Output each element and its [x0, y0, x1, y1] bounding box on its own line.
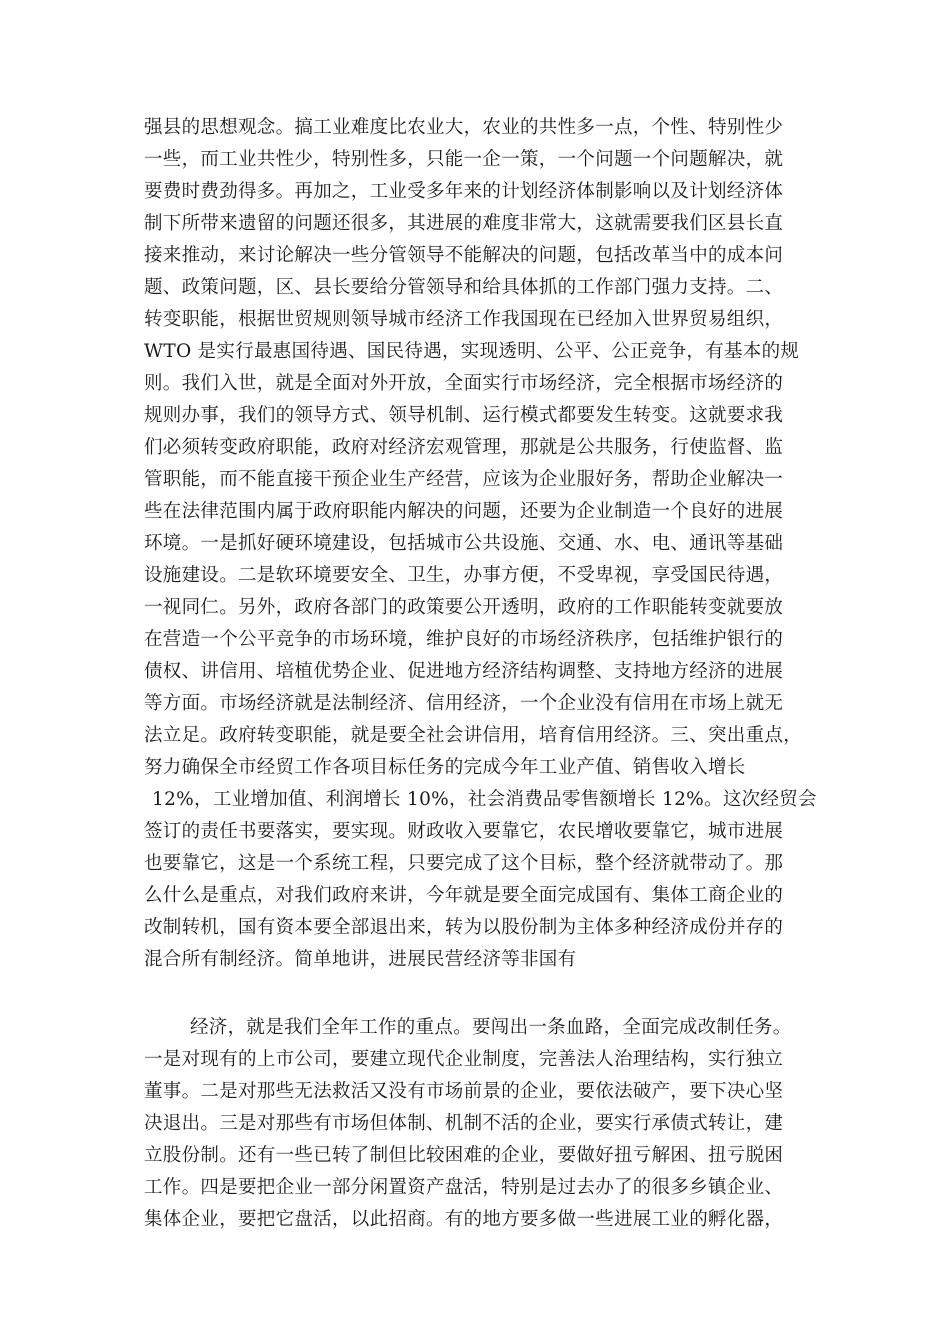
- text-line: 转变职能，根据世贸规则领导城市经济工作我国现在已经加入世界贸易组织，: [144, 309, 784, 330]
- text-line: 设施建设。二是软环境要安全、卫生，办事方便，不受卑视，享受国民待遇，: [144, 565, 784, 586]
- text-line: 等方面。市场经济就是法制经济、信用经济，一个企业没有信用在市场上就无: [144, 693, 784, 714]
- text-line: 法立足。政府转变职能，就是要全社会讲信用，培育信用经济。三、突出重点，: [144, 725, 803, 746]
- text-line: 题、政策问题，区、县长要给分管领导和给具体抓的工作部门强力支持。二、: [144, 277, 784, 298]
- text-line: 强县的思想观念。搞工业难度比农业大，农业的共性多一点，个性、特别性少: [144, 117, 784, 138]
- text-line: 集体企业，要把它盘活，以此招商。有的地方要多做一些进展工业的孵化器，: [144, 1209, 784, 1230]
- text-line: 要费时费劲得多。再加之，工业受多年来的计划经济体制影响以及计划经济体: [144, 181, 784, 202]
- text-line: 12%，工业增加值、利润增长 10%，社会消费品零售额增长 12%。这次经贸会: [152, 789, 817, 810]
- text-line: 些在法律范围内属于政府职能内解决的问题，还要为企业制造一个良好的进展: [144, 501, 784, 522]
- text-line: 接来推动，来讨论解决一些分管领导不能解决的问题，包括改革当中的成本问: [144, 245, 784, 266]
- text-line: WTO 是实行最惠国待遇、国民待遇，实现透明、公平、公正竞争，有基本的规: [144, 341, 800, 362]
- text-line: 签订的责任书要落实，要实现。财政收入要靠它，农民增收要靠它，城市进展: [144, 821, 784, 842]
- text-line: 改制转机，国有资本要全部退出来，转为以股份制为主体多种经济成份并存的: [144, 917, 784, 938]
- text-line: 制下所带来遗留的问题还很多，其进展的难度非常大，这就需要我们区县长直: [144, 213, 784, 234]
- text-line: 在营造一个公平竞争的市场环境，维护良好的市场经济秩序，包括维护银行的: [144, 629, 784, 650]
- text-line: 则。我们入世，就是全面对外开放，全面实行市场经济，完全根据市场经济的: [144, 373, 784, 394]
- body-paragraph-1: [144, 112, 817, 976]
- text-line: 经济，就是我们全年工作的重点。要闯出一条血路，全面完成改制任务。: [190, 1017, 792, 1038]
- text-line: 管职能，而不能直接干预企业生产经营，应该为企业服好务，帮助企业解决一: [144, 469, 784, 490]
- text-line: 混合所有制经济。简单地讲，进展民营经济等非国有: [144, 949, 577, 970]
- text-line: 一些，而工业共性少，特别性多，只能一企一策，一个问题一个问题解决，就: [144, 149, 784, 170]
- text-line: 一视同仁。另外，政府各部门的政策要公开透明，政府的工作职能转变就要放: [144, 597, 784, 618]
- text-line: 努力确保全市经贸工作各项目标任务的完成今年工业产值、销售收入增长: [144, 757, 746, 778]
- text-line: 么什么是重点，对我们政府来讲，今年就是要全面完成国有、集体工商企业的: [144, 885, 784, 906]
- text-line: 决退出。三是对那些有市场但体制、机制不活的企业，要实行承债式转让，建: [144, 1113, 784, 1134]
- text-line: 工作。四是要把企业一部分闲置资产盘活，特别是过去办了的很多乡镇企业、: [144, 1177, 784, 1198]
- text-line: 一是对现有的上市公司，要建立现代企业制度，完善法人治理结构，实行独立: [144, 1049, 784, 1070]
- body-paragraph-2: [144, 1012, 814, 1236]
- text-line: 立股份制。还有一些已转了制但比较困难的企业，要做好扭亏解困、扭亏脱困: [144, 1145, 784, 1166]
- text-line: 规则办事，我们的领导方式、领导机制、运行模式都要发生转变。这就要求我: [144, 405, 784, 426]
- text-line: 也要靠它，这是一个系统工程，只要完成了这个目标，整个经济就带动了。那: [144, 853, 784, 874]
- text-line: 董事。二是对那些无法救活又没有市场前景的企业，要依法破产，要下决心坚: [144, 1081, 784, 1102]
- text-line: 环境。一是抓好硬环境建设，包括城市公共设施、交通、水、电、通讯等基础: [144, 533, 784, 554]
- text-line: 们必须转变政府职能，政府对经济宏观管理，那就是公共服务，行使监督、监: [144, 437, 784, 458]
- text-line: 债权、讲信用、培植优势企业、促进地方经济结构调整、支持地方经济的进展: [144, 661, 784, 682]
